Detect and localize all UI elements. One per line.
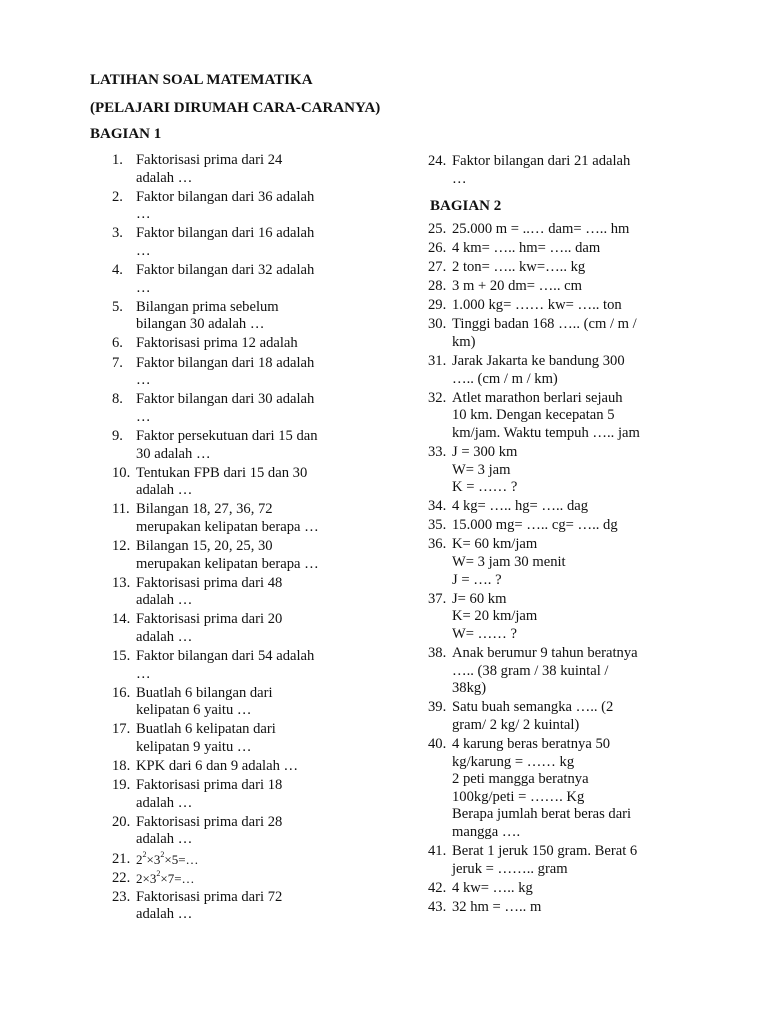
question-number: 27.	[428, 258, 447, 275]
question-text: Faktorisasi prima 12 adalah	[136, 335, 298, 352]
question-text: Faktor bilangan dari 16 adalah …	[136, 225, 315, 259]
question-text: 32 hm = ….. m	[452, 898, 542, 915]
question-text: Faktorisasi prima dari 20 adalah …	[136, 611, 283, 645]
question-text: Bilangan 18, 27, 36, 72 merupakan kelipatan berapa …	[136, 501, 319, 535]
question-number: 12.	[112, 537, 131, 554]
question-number: 15.	[112, 648, 131, 665]
question-text: Faktor bilangan dari 32 adalah …	[136, 262, 315, 296]
question-item-36	[428, 536, 690, 589]
section-heading-bagian-1: BAGIAN 1	[90, 126, 162, 142]
question-item-4	[112, 262, 362, 297]
question-item-25	[428, 221, 690, 239]
question-number: 22.	[112, 869, 131, 886]
question-number: 33.	[428, 443, 447, 460]
question-number: 4.	[112, 262, 123, 279]
question-text: Faktorisasi prima dari 24 adalah …	[136, 152, 283, 186]
question-text: Satu buah semangka ….. (2 gram/ 2 kg/ 2 kuintal)	[452, 699, 614, 733]
question-item-3	[112, 225, 362, 260]
question-text: K= 60 km/jam W= 3 jam 30 menit J = …. ?	[452, 536, 566, 588]
question-text: 25.000 m = ..… dam= ….. hm	[452, 220, 630, 237]
math-base: 3	[149, 870, 157, 886]
question-text: Buatlah 6 kelipatan dari kelipatan 9 yaitu …	[136, 721, 276, 755]
question-text: Faktor persekutuan dari 15 dan 30 adalah …	[136, 427, 318, 462]
question-text: 4 karung beras beratnya 50 kg/karung = …… kg 2 peti mangga beratnya 100kg/peti = ……. Kg Berapa jumlah berat beras dari mangga ….	[452, 735, 632, 840]
question-text: Faktorisasi prima dari 72 adalah …	[136, 888, 283, 923]
question-number: 25.	[428, 220, 447, 237]
question-text: KPK dari 6 dan 9 adalah …	[136, 758, 299, 775]
question-item-5	[112, 299, 362, 334]
question-text: 1.000 kg= …… kw= ….. ton	[452, 297, 622, 314]
question-item-32	[428, 390, 690, 443]
math-operator: =…	[174, 870, 195, 886]
question-text: Berat 1 jeruk 150 gram. Berat 6 jeruk = …….. gram	[452, 842, 638, 877]
question-item-11	[112, 501, 362, 536]
question-number: 30.	[428, 316, 447, 333]
question-number: 41.	[428, 842, 447, 859]
question-text: Anak berumur 9 tahun beratnya ….. (38 gram / 38 kuintal / 38kg)	[452, 644, 638, 697]
question-number: 17.	[112, 721, 131, 738]
math-operator: =…	[178, 851, 199, 867]
question-item-35	[428, 517, 690, 535]
question-item-37	[428, 591, 690, 644]
question-text	[136, 870, 362, 888]
question-text	[136, 851, 362, 869]
math-base: 2	[136, 870, 143, 886]
question-text: Jarak Jakarta ke bandung 300 ….. (cm / m / km)	[452, 352, 625, 387]
question-number: 38.	[428, 644, 447, 661]
question-item-18	[112, 758, 362, 776]
question-item-22	[112, 870, 362, 888]
question-text: 4 km= ….. hm= ….. dam	[452, 239, 601, 256]
question-number: 6.	[112, 335, 123, 352]
question-item-38	[428, 645, 690, 698]
question-text: J = 300 km W= 3 jam K = …… ?	[452, 443, 518, 496]
question-number: 34.	[428, 498, 447, 515]
question-item-21	[112, 851, 362, 869]
question-number: 18.	[112, 758, 131, 775]
question-number: 5.	[112, 298, 123, 315]
question-number: 40.	[428, 735, 447, 752]
math-exponent: 2	[160, 850, 165, 860]
question-number: 32.	[428, 389, 447, 406]
question-number: 28.	[428, 278, 447, 295]
question-item-24	[428, 153, 690, 188]
question-number: 29.	[428, 297, 447, 314]
math-exponent: 2	[142, 850, 147, 860]
question-number: 39.	[428, 699, 447, 716]
question-text: Tinggi badan 168 ….. (cm / m / km)	[452, 316, 637, 350]
question-text: Faktorisasi prima dari 18 adalah …	[136, 777, 283, 811]
question-item-43	[428, 899, 690, 917]
question-item-40	[428, 736, 690, 842]
question-text: Bilangan prima sebelum bilangan 30 adalah …	[136, 298, 279, 333]
question-number: 2.	[112, 188, 123, 205]
math-base: 2	[136, 851, 143, 867]
question-text: 15.000 mg= ….. cg= ….. dg	[452, 517, 618, 534]
question-number: 9.	[112, 427, 123, 444]
math-operator: ×	[146, 851, 154, 867]
question-item-29	[428, 297, 690, 315]
question-number: 23.	[112, 888, 131, 905]
question-text: Tentukan FPB dari 15 dan 30 adalah …	[136, 464, 308, 499]
left-column-questions	[112, 152, 362, 925]
question-item-2	[112, 189, 362, 224]
question-number: 16.	[112, 684, 131, 701]
math-base: 7	[167, 870, 175, 886]
question-text: Buatlah 6 bilangan dari kelipatan 6 yaitu …	[136, 684, 273, 719]
question-text: Faktor bilangan dari 21 adalah …	[452, 153, 631, 187]
question-number: 8.	[112, 391, 123, 408]
question-item-15	[112, 648, 362, 683]
math-base: 5	[171, 851, 179, 867]
question-item-12	[112, 538, 362, 573]
math-base: 3	[153, 851, 161, 867]
question-item-10	[112, 465, 362, 500]
question-item-39	[428, 699, 690, 734]
math-operator: ×	[142, 870, 150, 886]
question-number: 11.	[112, 501, 130, 518]
question-number: 19.	[112, 777, 131, 794]
question-item-28	[428, 278, 690, 296]
question-text: Faktor bilangan dari 54 adalah …	[136, 648, 315, 682]
question-item-23	[112, 889, 362, 924]
question-item-30	[428, 316, 690, 351]
question-text: 4 kw= ….. kg	[452, 879, 533, 896]
question-item-19	[112, 777, 362, 812]
question-number: 43.	[428, 898, 447, 915]
question-text: Faktor bilangan dari 36 adalah …	[136, 188, 315, 223]
question-number: 3.	[112, 225, 123, 242]
math-operator: ×	[164, 851, 172, 867]
question-number: 20.	[112, 813, 131, 830]
question-number: 42.	[428, 879, 447, 896]
question-text: Faktor bilangan dari 30 adalah …	[136, 391, 315, 425]
question-number: 37.	[428, 590, 447, 607]
question-number: 36.	[428, 536, 447, 553]
question-text: Atlet marathon berlari sejauh 10 km. Dengan kecepatan 5 km/jam. Waktu tempuh ….. jam	[452, 389, 640, 441]
question-text: Faktorisasi prima dari 28 adalah …	[136, 813, 283, 848]
document-subtitle: (PELAJARI DIRUMAH CARA-CARANYA)	[90, 100, 381, 116]
question-number: 31.	[428, 352, 447, 369]
bagian-2-question-list	[428, 221, 690, 917]
math-exponent: 2	[156, 869, 161, 879]
question-number: 35.	[428, 517, 447, 534]
right-column-questions	[428, 153, 690, 918]
question-text: 2 ton= ….. kw=….. kg	[452, 258, 586, 275]
question-text: Faktor bilangan dari 18 adalah …	[136, 354, 315, 389]
question-item-27	[428, 259, 690, 277]
question-item-17	[112, 721, 362, 756]
question-number: 13.	[112, 574, 131, 591]
question-number: 14.	[112, 611, 131, 628]
question-item-7	[112, 355, 362, 390]
section-heading-bagian-2: BAGIAN 2	[430, 198, 502, 215]
question-item-34	[428, 498, 690, 516]
question-number: 21.	[112, 850, 131, 867]
question-text: Faktorisasi prima dari 48 adalah …	[136, 574, 283, 609]
question-item-1	[112, 152, 362, 187]
question-item-8	[112, 391, 362, 426]
question-number: 1.	[112, 152, 123, 168]
question-text: 4 kg= ….. hg= ….. dag	[452, 498, 589, 515]
question-text: J= 60 km K= 20 km/jam W= …… ?	[452, 590, 538, 642]
document-title: LATIHAN SOAL MATEMATIKA	[90, 72, 313, 88]
question-item-41	[428, 843, 690, 878]
question-item-14	[112, 611, 362, 646]
question-item-26	[428, 240, 690, 258]
question-number: 7.	[112, 354, 123, 371]
question-item-42	[428, 880, 690, 898]
question-item-33	[428, 444, 690, 497]
question-number: 24.	[428, 153, 447, 169]
question-item-16	[112, 685, 362, 720]
question-item-13	[112, 575, 362, 610]
question-item-9	[112, 428, 362, 463]
math-operator: ×	[160, 870, 168, 886]
question-text: 3 m + 20 dm= ….. cm	[452, 278, 582, 295]
question-item-20	[112, 814, 362, 849]
question-item-31	[428, 353, 690, 388]
question-text: Bilangan 15, 20, 25, 30 merupakan kelipatan berapa …	[136, 537, 319, 572]
question-number: 10.	[112, 464, 131, 481]
question-item-6	[112, 335, 362, 353]
question-number: 26.	[428, 239, 447, 256]
